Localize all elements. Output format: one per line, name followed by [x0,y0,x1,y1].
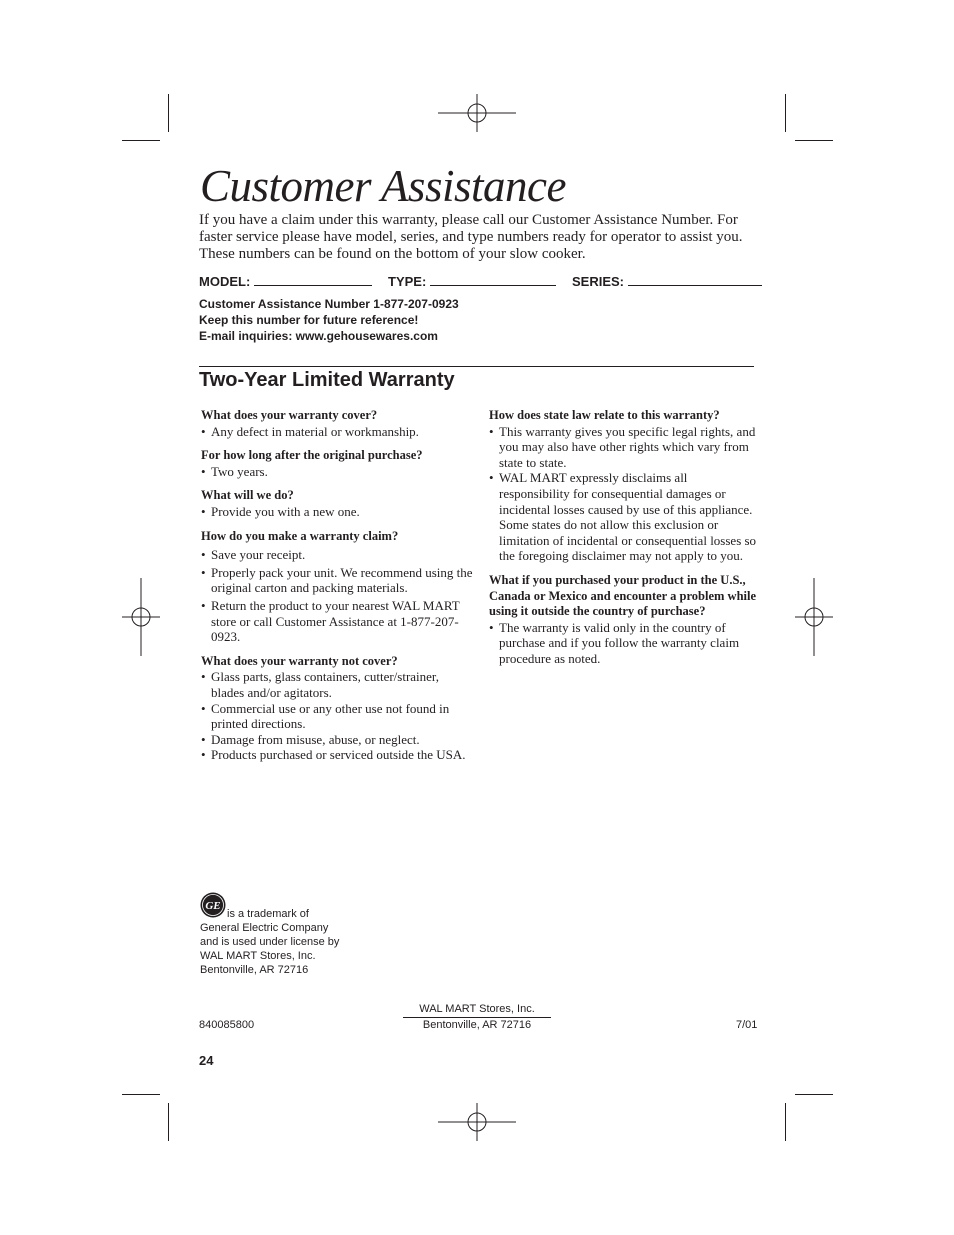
qa-block [201,488,473,519]
trademark-line: General Electric Company [200,922,329,934]
qa-block [201,529,473,645]
page-number: 24 [199,1053,214,1068]
trademark-line: WAL MART Stores, Inc. [200,950,316,962]
registration-mark-bottom [438,1103,516,1141]
list-item: • Glass parts, glass containers, cutter/strainer, blades and/or agitators. [201,669,439,700]
trademark-notice [200,892,339,977]
bullet: • [489,423,494,439]
series-label: SERIES: [572,274,625,289]
question: For how long after the original purchase? [201,448,423,463]
bullet: • [201,503,206,519]
registration-mark-left [122,578,160,656]
product-info-fields [199,271,759,291]
list-item: • Any defect in material or workmanship. [201,423,419,439]
bullet: • [201,564,206,580]
list-item: • Two years. [201,463,268,479]
print-date: 7/01 [736,1019,758,1031]
footer-company: WAL MART Stores, Inc. [403,1003,551,1018]
qa-block [489,408,759,564]
page-title: Customer Assistance [200,161,566,211]
trademark-line: Bentonville, AR 72716 [200,964,309,976]
list-item: • Commercial use or any other use not found in printed directions. [201,700,450,732]
bullet: • [201,700,206,716]
ge-logo-icon [200,892,226,918]
qa-block [489,573,759,667]
bullet: • [489,470,494,486]
model-blank-line [254,271,372,286]
bullet: • [201,669,206,685]
bullet: • [201,597,206,613]
section-divider [199,366,754,367]
footer-city: Bentonville, AR 72716 [422,1019,532,1031]
list-item: • Return the product to your nearest WAL MART store or call Customer Assistance at 1-877-207-0923. [201,597,460,645]
qa-block [201,448,473,479]
question: What does your warranty not cover? [201,653,398,668]
question: How do you make a warranty claim? [201,528,399,543]
type-label: TYPE: [388,274,427,289]
warranty-right-column [489,408,759,667]
bullet: • [201,747,206,763]
email-inquiries: E-mail inquiries: www.gehousewares.com [199,329,438,343]
model-label: MODEL: [199,274,251,289]
warranty-heading: Two-Year Limited Warranty [199,369,455,391]
type-field [388,271,556,289]
list-item: • Damage from misuse, abuse, or neglect. [201,731,420,747]
series-blank-line [628,271,762,286]
registration-mark-top [438,94,516,132]
list-item: • Save your receipt. [201,547,306,563]
assistance-number: Customer Assistance Number 1-877-207-0923 [199,297,459,311]
question: What will we do? [201,488,294,503]
series-field [572,271,762,289]
bullet: • [489,619,494,635]
trademark-line: is a trademark of [227,908,309,920]
registration-mark-right [795,578,833,656]
list-item: • Provide you with a new one. [201,503,360,519]
question: What does your warranty cover? [201,408,378,422]
bullet: • [201,547,206,563]
contact-info [199,296,459,344]
list-item: • This warranty gives you specific legal rights, and you may also have other rights which vary from state to state. [489,423,756,470]
keep-number-note: Keep this number for future reference! [199,313,419,327]
list-item: • WAL MART expressly disclaims all responsibility for consequential damages or incidental losses caused by use of this appliance. Some states do not allow this exclusion or limitation of incidental or consequential losses so the foregoing disclaimer may not apply to you. [489,470,757,564]
intro-paragraph: If you have a claim under this warranty, please call our Customer Assistance Number. For faster service please have model, series, and type numbers ready for operator to assist you. These numbers can be found on the bottom of your slow cooker. [199,212,743,262]
footer-company-block [403,1003,551,1032]
warranty-left-column [201,408,473,763]
bullet: • [201,463,206,479]
bullet: • [201,423,206,439]
list-item: • The warranty is valid only in the country of purchase and if you follow the warranty claim procedure as noted. [489,619,740,666]
part-number: 840085800 [199,1019,255,1031]
bullet: • [201,731,206,747]
list-item: • Properly pack your unit. We recommend using the original carton and packing materials. [201,564,473,596]
question: How does state law relate to this warranty? [489,408,720,422]
qa-block [201,408,473,439]
list-item: • Products purchased or serviced outside the USA. [201,747,466,763]
question: What if you purchased your product in the U.S., Canada or Mexico and encounter a problem while using it outside the country of purchase? [489,572,757,619]
qa-block [201,654,473,763]
trademark-line: and is used under license by [200,936,340,948]
type-blank-line [430,271,556,286]
model-field [199,271,372,289]
ge-logo-text: GE [205,900,221,912]
